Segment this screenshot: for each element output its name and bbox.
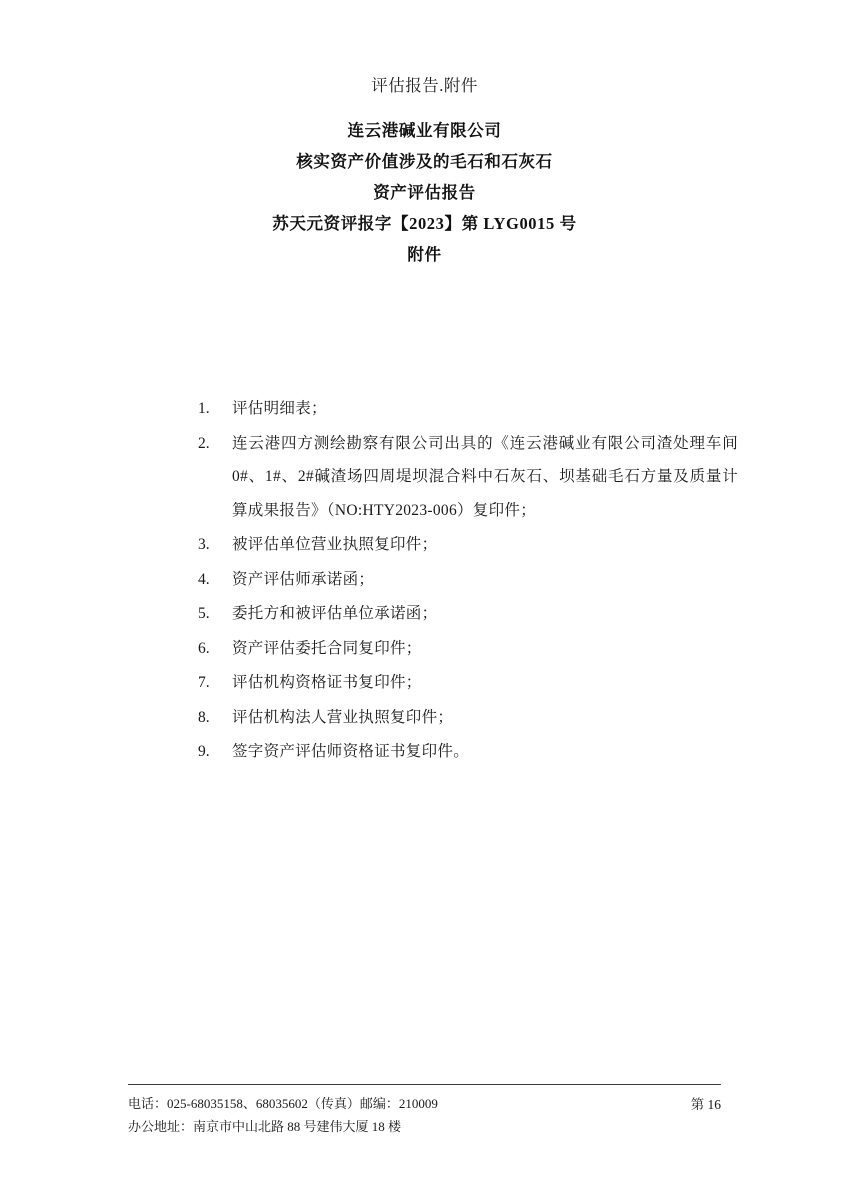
list-item-number: 3. [198,536,210,553]
list-item-number: 6. [198,639,210,657]
list-item [198,528,738,562]
list-item-text: 资产评估师承诺函； [232,570,375,588]
footer-divider [128,1084,721,1085]
list-item-number: 7. [198,674,210,691]
list-item-text: 评估明细表； [232,400,327,417]
list-item [198,666,738,700]
title-line-subject: 核实资产价值涉及的毛石和石灰石 [296,152,553,171]
list-item [198,701,738,735]
list-item [198,597,738,631]
list-item-number: 2. [198,434,210,452]
list-item-text: 连云港四方测绘勘察有限公司出具的《连云港碱业有限公司渣处理车间 0#、1#、2#碱渣场四周堤坝混合料中石灰石、坝基础毛石方量及质量计算成果报告》（NO:HTY2023-006）复印件； [232,434,738,519]
list-item-number: 4. [198,570,210,588]
page-footer [128,1084,721,1138]
footer-page-number: 第 16 [690,1097,721,1112]
list-item [198,735,738,769]
footer-phone-line: 电话：025-68035158、68035602（传真）邮编：210009 [128,1096,438,1111]
list-item [198,632,738,666]
title-line-company: 连云港碱业有限公司 [347,121,502,140]
list-item-number: 1. [198,400,210,417]
list-item-text: 评估机构法人营业执照复印件； [232,708,454,726]
title-line-report-type: 资产评估报告 [373,183,476,202]
list-item-text: 签字资产评估师资格证书复印件。 [232,743,470,760]
list-item [198,563,738,597]
title-line-report-number: 苏天元资评报字【2023】第 LYG0015 号 [272,214,577,233]
attachment-list [198,392,738,770]
list-item-text: 评估机构资格证书复印件； [232,674,422,691]
footer-address-line: 办公地址：南京市中山北路 88 号建伟大厦 18 楼 [128,1119,402,1134]
list-item-number: 8. [198,708,210,726]
list-item-text: 资产评估委托合同复印件； [232,639,422,657]
list-item-text: 委托方和被评估单位承诺函； [232,605,438,622]
document-label: 评估报告.附件 [371,76,478,95]
title-line-attachment: 附件 [407,245,442,264]
title-block [0,72,849,270]
list-item-number: 5. [198,605,210,622]
list-item [198,427,738,528]
list-item [198,392,738,426]
footer-contact [128,1092,438,1138]
list-item-text: 被评估单位营业执照复印件； [232,536,438,553]
list-item-number: 9. [198,743,210,760]
